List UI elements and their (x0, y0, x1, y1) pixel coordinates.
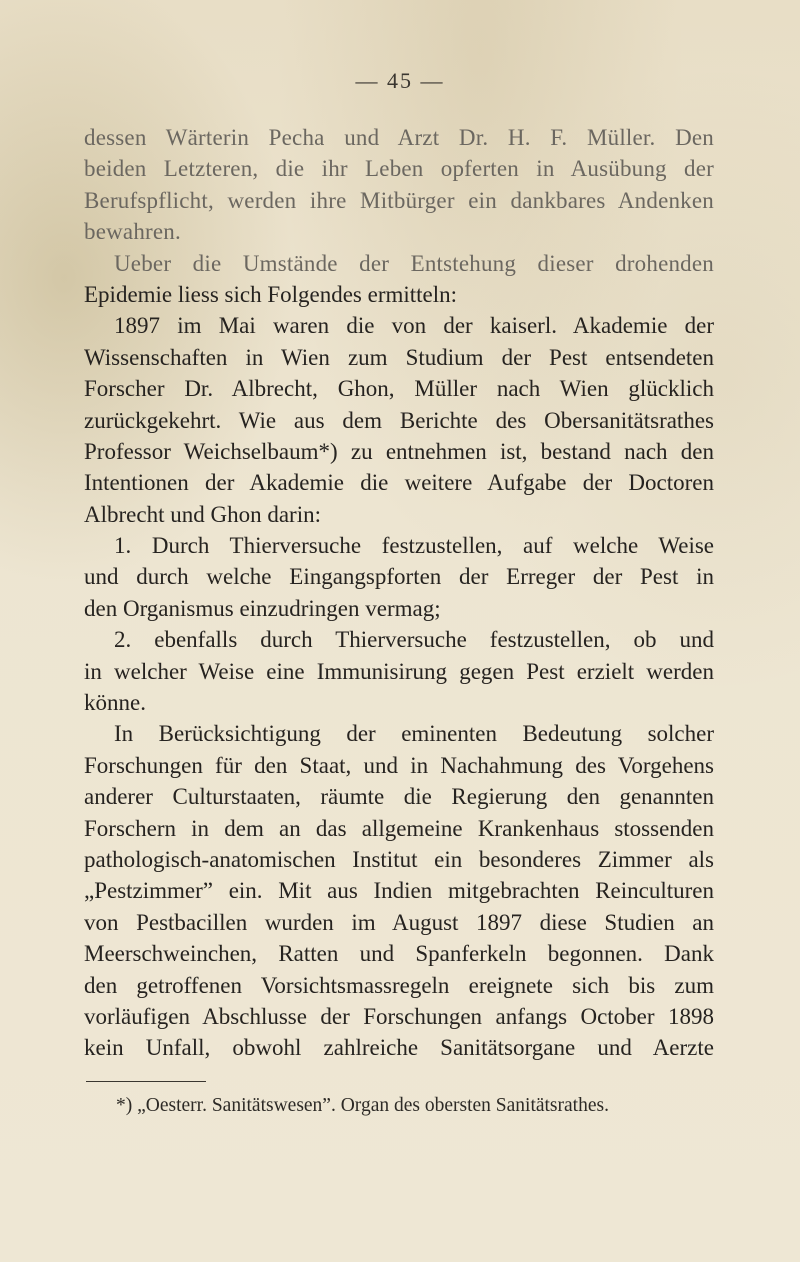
text-line: Wissenschaften in Wien zum Studium der Pest entsendeten (84, 344, 714, 370)
text-line: Forscher Dr. Albrecht, Ghon, Müller nach Wien glücklich (84, 376, 714, 402)
text-line: vorläufigen Abschlusse der Forschungen anfangs October 1898 (84, 1003, 714, 1029)
text-line: den getroffenen Vorsichtsmassregeln ereignete sich bis zum (84, 972, 714, 998)
text-line: könne. (84, 690, 146, 716)
text-line: Meerschweinchen, Ratten und Spanferkeln begonnen. Dank (84, 941, 714, 967)
text-line: Epidemie liess sich Folgendes ermitteln: (84, 281, 458, 307)
text-line: pathologisch-anatomischen Institut ein besonderes Zimmer als (84, 846, 714, 872)
text-line: Professor Weichselbaum*) zu entnehmen ist, bestand nach den (84, 438, 714, 464)
text-line: Forschern in dem an das allgemeine Krankenhaus stossenden (84, 815, 714, 841)
text-line: und durch welche Eingangspforten der Erreger der Pest in (84, 564, 714, 590)
text-line: „Pestzimmer” ein. Mit aus Indien mitgebrachten Reinculturen (84, 878, 714, 904)
text-line: 1897 im Mai waren die von der kaiserl. Akademie der (114, 313, 714, 339)
text-line: Ueber die Umstände der Entstehung dieser drohenden (114, 250, 714, 276)
text-line: Forschungen für den Staat, und in Nachahmung des Vorgehens (84, 752, 714, 778)
text-line: bewahren. (84, 219, 181, 245)
text-line: anderer Culturstaaten, räumte die Regierung den genannten (84, 784, 714, 810)
text-line: zurückgekehrt. Wie aus dem Berichte des Obersanitätsrathes (84, 407, 714, 433)
text-line: Berufspflicht, werden ihre Mitbürger ein dankbares Andenken (84, 187, 714, 213)
text-line: in welcher Weise eine Immunisirung gegen Pest erzielt werden (84, 658, 714, 684)
text-line: Intentionen der Akademie die weitere Aufgabe der Doctoren (84, 470, 714, 496)
footnote-divider (86, 1081, 206, 1082)
text-line: In Berücksichtigung der eminenten Bedeutung solcher (114, 721, 714, 747)
text-line: beiden Letzteren, die ihr Leben opferten in Ausübung der (84, 156, 714, 182)
text-line: von Pestbacillen wurden im August 1897 diese Studien an (84, 909, 714, 935)
text-line: Albrecht und Ghon darin: (84, 501, 321, 527)
text-line: kein Unfall, obwohl zahlreiche Sanitätsorgane und Aerzte (84, 1035, 714, 1061)
text-line: 1. Durch Thierversuche festzustellen, auf welche Weise (114, 533, 714, 559)
text-line: 2. ebenfalls durch Thierversuche festzustellen, ob und (114, 627, 714, 653)
text-line: den Organismus einzudringen vermag; (84, 595, 441, 621)
footnote: *) „Oesterr. Sanitätswesen”. Organ des obersten Sanitätsrathes. (116, 1095, 609, 1116)
text-line: dessen Wärterin Pecha und Arzt Dr. H. F. Müller. Den (84, 125, 714, 150)
page-number: — 45 — (355, 68, 445, 93)
body-text (84, 122, 714, 1064)
